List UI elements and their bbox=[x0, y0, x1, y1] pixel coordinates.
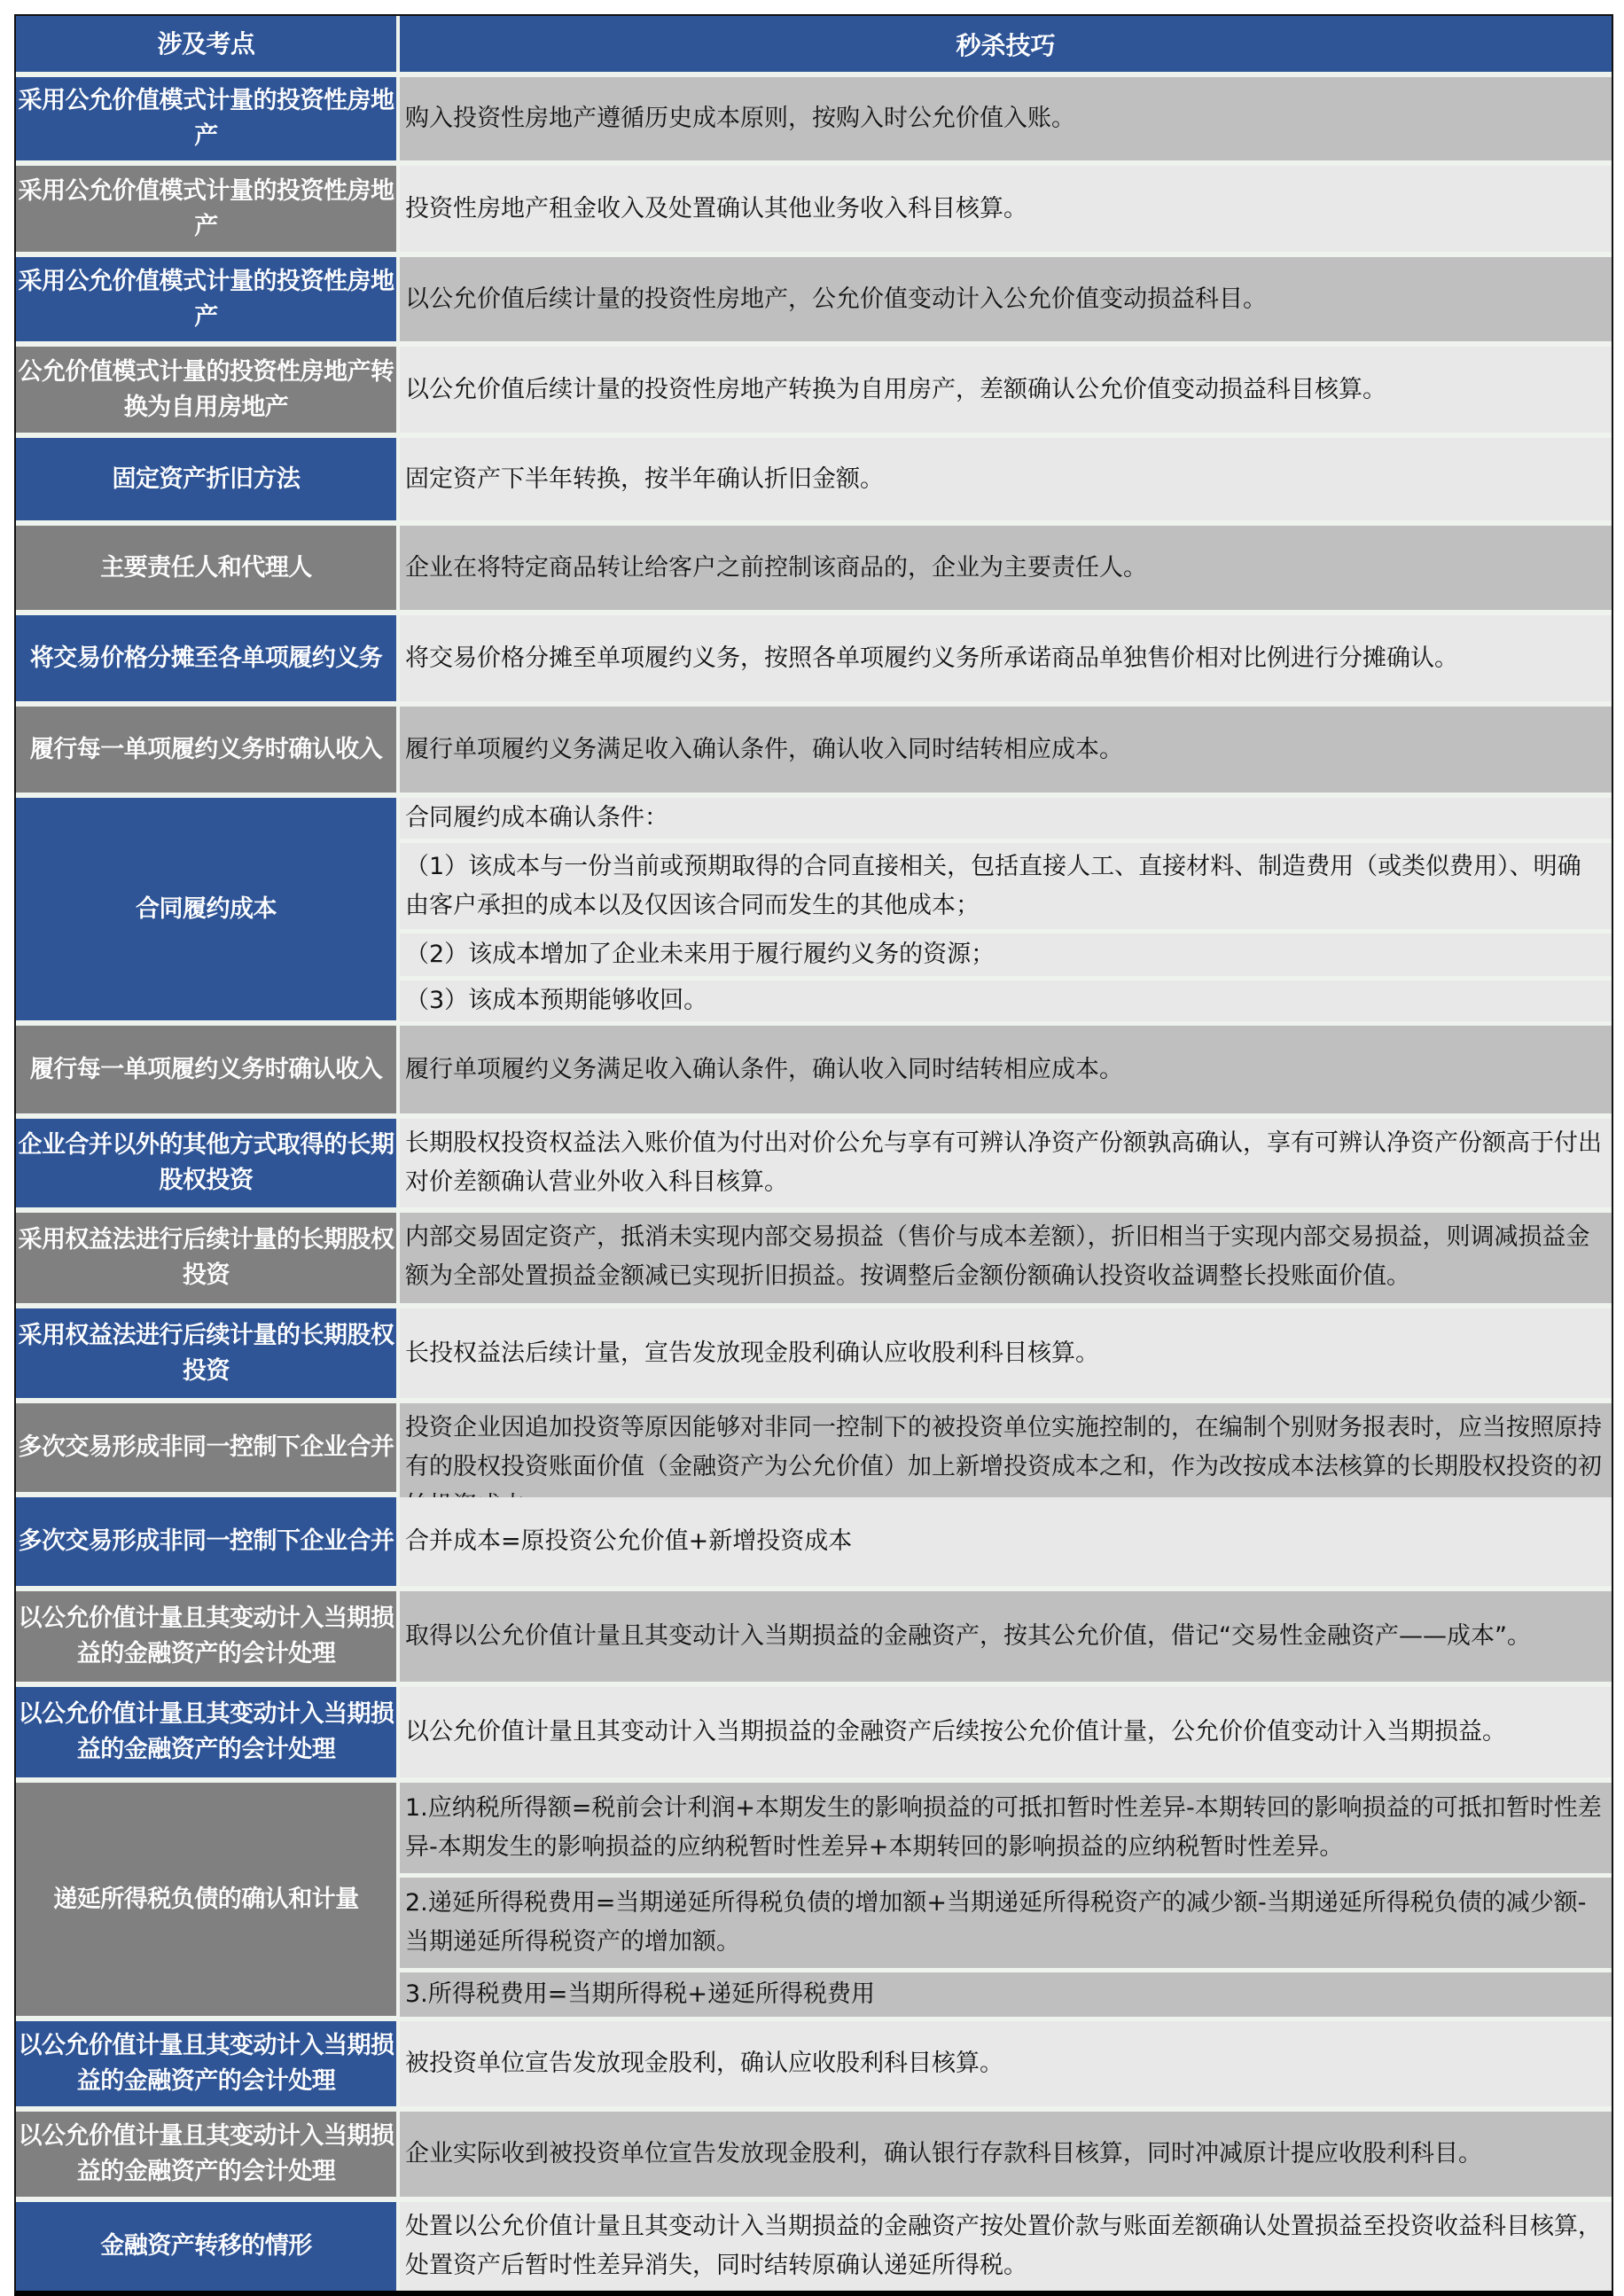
tip-text bbox=[400, 2021, 1612, 2106]
tips-cell bbox=[400, 615, 1612, 701]
tip-text bbox=[400, 2112, 1612, 2197]
table-row bbox=[16, 1403, 1612, 1492]
tip-text: 购入投资性房地产遵循历史成本原则，按购入时公允价值入账。 bbox=[405, 105, 1075, 132]
tips-cell bbox=[400, 2021, 1612, 2106]
topic-cell: 履行每一单项履约义务时确认收入 bbox=[16, 1026, 396, 1113]
tips-cell bbox=[400, 1783, 1612, 2016]
table-row bbox=[16, 1687, 1612, 1777]
topic-cell: 采用公允价值模式计量的投资性房地产 bbox=[16, 166, 396, 252]
tip-text: 固定资产下半年转换，按半年确认折旧金额。 bbox=[405, 465, 884, 493]
table-row bbox=[16, 1783, 1612, 2016]
tip-text: 处置以公允价值计量且其变动计入当期损益的金融资产按处置价款与账面差额确认处置损益至投资收益科目核算，处置资产后暂时性差异消失，同时结转原确认递延所得税。 bbox=[405, 2213, 1602, 2279]
tips-cell bbox=[400, 77, 1612, 160]
tips-cell bbox=[400, 1591, 1612, 1682]
table-row bbox=[16, 526, 1612, 610]
tip-text: 以公允价值后续计量的投资性房地产，公允价值变动计入公允价值变动损益科目。 bbox=[405, 285, 1267, 313]
tip-item bbox=[400, 843, 1612, 929]
tip-text: （1）该成本与一份当前或预期取得的合同直接相关，包括直接人工、直接材料、制造费用（或类似费用）、明确由客户承担的成本以及仅因该合同而发生的其他成本； bbox=[405, 852, 1581, 919]
tips-cell bbox=[400, 526, 1612, 610]
tips-cell bbox=[400, 166, 1612, 252]
tip-text: 内部交易固定资产，抵消未实现内部交易损益（售价与成本差额），折旧相当于实现内部交易损益，则调减损益金额为全部处置损益金额减已实现折旧损益。按调整后金额份额确认投资收益调整长投账面价值。 bbox=[405, 1223, 1590, 1290]
tips-cell bbox=[400, 1308, 1612, 1398]
tip-item bbox=[400, 980, 1612, 1021]
tip-item bbox=[400, 1972, 1612, 2017]
table-row bbox=[16, 798, 1612, 1020]
header-tips: 秒杀技巧 bbox=[400, 16, 1612, 72]
tip-text: 2.递延所得税费用=当期递延所得税负债的增加额+当期递延所得税资产的减少额-当期递延所得税负债的减少额-当期递延所得税资产的增加额。 bbox=[405, 1889, 1587, 1956]
topic-cell: 将交易价格分摊至各单项履约义务 bbox=[16, 615, 396, 701]
table-row bbox=[16, 438, 1612, 520]
tip-text: 1.应纳税所得额=税前会计利润+本期发生的影响损益的可抵扣暂时性差异-本期转回的影响损益的可抵扣暂时性差异-本期发生的影响损益的应纳税暂时性差异+本期转回的影响损益的应纳税暂时性差异。 bbox=[405, 1794, 1602, 1861]
tips-cell bbox=[400, 798, 1612, 1020]
topic-cell: 合同履约成本 bbox=[16, 798, 396, 1020]
tip-text bbox=[400, 166, 1612, 252]
tip-text: 履行单项履约义务满足收入确认条件，确认收入同时结转相应成本。 bbox=[405, 735, 1123, 763]
table-row bbox=[16, 166, 1612, 252]
tip-text: （2）该成本增加了企业未来用于履行履约义务的资源； bbox=[405, 941, 995, 968]
topic-cell: 多次交易形成非同一控制下企业合并 bbox=[16, 1497, 396, 1586]
tip-item bbox=[400, 1783, 1612, 1873]
tips-cell bbox=[400, 1026, 1612, 1113]
topic-cell: 以公允价值计量且其变动计入当期损益的金融资产的会计处理 bbox=[16, 2021, 396, 2106]
tip-item bbox=[400, 1878, 1612, 1968]
tip-text bbox=[400, 1591, 1612, 1682]
tips-cell bbox=[400, 1497, 1612, 1586]
topic-cell: 采用公允价值模式计量的投资性房地产 bbox=[16, 257, 396, 341]
tips-cell bbox=[400, 1403, 1612, 1492]
tip-item bbox=[400, 933, 1612, 976]
table-row bbox=[16, 257, 1612, 341]
tip-text: 投资性房地产租金收入及处置确认其他业务收入科目核算。 bbox=[405, 194, 1027, 223]
table-body bbox=[16, 77, 1612, 2291]
topic-cell: 企业合并以外的其他方式取得的长期股权投资 bbox=[16, 1119, 396, 1207]
topic-cell: 多次交易形成非同一控制下企业合并 bbox=[16, 1403, 396, 1492]
table-row bbox=[16, 2021, 1612, 2106]
tip-text bbox=[400, 615, 1612, 701]
tips-cell bbox=[400, 257, 1612, 341]
tip-text bbox=[400, 707, 1612, 793]
topic-cell: 以公允价值计量且其变动计入当期损益的金融资产的会计处理 bbox=[16, 2112, 396, 2197]
tip-text: 以公允价值计量且其变动计入当期损益的金融资产后续按公允价值计量，公允价价值变动计入当期损益。 bbox=[405, 1718, 1506, 1745]
tips-cell bbox=[400, 1119, 1612, 1207]
table-row bbox=[16, 1026, 1612, 1113]
table-row bbox=[16, 1308, 1612, 1398]
tip-text bbox=[400, 526, 1612, 610]
tip-text bbox=[400, 1119, 1612, 1207]
tip-text: 以公允价值后续计量的投资性房地产转换为自用房产，差额确认公允价值变动损益科目核算。 bbox=[405, 375, 1386, 403]
tips-cell bbox=[400, 347, 1612, 433]
table-row bbox=[16, 1591, 1612, 1682]
tip-text bbox=[400, 1308, 1612, 1398]
tip-text: 被投资单位宣告发放现金股利，确认应收股利科目核算。 bbox=[405, 2050, 1003, 2077]
table-row bbox=[16, 347, 1612, 433]
table-row bbox=[16, 2112, 1612, 2197]
topic-cell: 公允价值模式计量的投资性房地产转换为自用房地产 bbox=[16, 347, 396, 433]
tips-cell bbox=[400, 1213, 1612, 1303]
topic-cell: 以公允价值计量且其变动计入当期损益的金融资产的会计处理 bbox=[16, 1687, 396, 1777]
topic-cell: 主要责任人和代理人 bbox=[16, 526, 396, 610]
tip-text: 企业在将特定商品转让给客户之前控制该商品的，企业为主要责任人。 bbox=[405, 553, 1147, 582]
tip-text: （3）该成本预期能够收回。 bbox=[405, 987, 708, 1014]
tip-text bbox=[400, 257, 1612, 341]
tip-text bbox=[400, 1026, 1612, 1113]
topic-cell: 采用权益法进行后续计量的长期股权投资 bbox=[16, 1308, 396, 1398]
topic-cell: 递延所得税负债的确认和计量 bbox=[16, 1783, 396, 2016]
exam-tips-table bbox=[14, 14, 1613, 2296]
tips-cell bbox=[400, 1687, 1612, 1777]
tip-text: 履行单项履约义务满足收入确认条件，确认收入同时结转相应成本。 bbox=[405, 1055, 1123, 1083]
tip-text: 合同履约成本确认条件： bbox=[405, 804, 668, 832]
tip-text: 将交易价格分摊至单项履约义务，按照各单项履约义务所承诺商品单独售价相对比例进行分摊确认。 bbox=[405, 644, 1458, 672]
topic-cell: 金融资产转移的情形 bbox=[16, 2202, 396, 2291]
tip-text: 合并成本=原投资公允价值+新增投资成本 bbox=[405, 1527, 853, 1555]
tip-text: 取得以公允价值计量且其变动计入当期损益的金融资产，按其公允价值，借记“交易性金融资产——成本”。 bbox=[405, 1622, 1531, 1650]
tip-text: 长期股权投资权益法入账价值为付出对价公允与享有可辨认净资产份额孰高确认，享有可辨认净资产份额高于付出对价差额确认营业外收入科目核算。 bbox=[405, 1129, 1602, 1196]
table-row bbox=[16, 1119, 1612, 1207]
tip-text bbox=[400, 438, 1612, 520]
table-row bbox=[16, 1213, 1612, 1303]
table-row bbox=[16, 1497, 1612, 1586]
tip-text bbox=[400, 347, 1612, 433]
table-row bbox=[16, 615, 1612, 701]
tips-cell bbox=[400, 438, 1612, 520]
tip-text: 长投权益法后续计量，宣告发放现金股利确认应收股利科目核算。 bbox=[405, 1339, 1099, 1367]
topic-cell: 履行每一单项履约义务时确认收入 bbox=[16, 707, 396, 793]
tips-cell bbox=[400, 2112, 1612, 2197]
tip-item bbox=[400, 798, 1612, 839]
tip-text: 投资企业因追加投资等原因能够对非同一控制下的被投资单位实施控制的，在编制个别财务报表时，应当按照原持有的股权投资账面价值（金融资产为公允价值）加上新增投资成本之和，作为改按成本法核算的长期股权投资的初 bbox=[405, 1414, 1602, 1480]
topic-cell: 采用权益法进行后续计量的长期股权投资 bbox=[16, 1213, 396, 1303]
tip-text: 企业实际收到被投资单位宣告发放现金股利，确认银行存款科目核算，同时冲减原计提应收股利科目。 bbox=[405, 2140, 1482, 2167]
tip-text bbox=[400, 1687, 1612, 1777]
tip-text: 3.所得税费用=当期所得税+递延所得税费用 bbox=[405, 1980, 876, 2008]
tip-text bbox=[400, 2202, 1612, 2291]
tips-cell bbox=[400, 2202, 1612, 2291]
tips-cell bbox=[400, 707, 1612, 793]
table-row bbox=[16, 707, 1612, 793]
tip-text bbox=[400, 1213, 1612, 1303]
table-row bbox=[16, 77, 1612, 160]
topic-cell: 以公允价值计量且其变动计入当期损益的金融资产的会计处理 bbox=[16, 1591, 396, 1682]
topic-cell: 固定资产折旧方法 bbox=[16, 438, 396, 520]
table-row bbox=[16, 2202, 1612, 2291]
header-topic: 涉及考点 bbox=[16, 16, 396, 72]
topic-cell: 采用公允价值模式计量的投资性房地产 bbox=[16, 77, 396, 160]
table-header-row bbox=[16, 16, 1612, 72]
tip-text bbox=[400, 1497, 1612, 1586]
tip-text bbox=[400, 77, 1612, 160]
